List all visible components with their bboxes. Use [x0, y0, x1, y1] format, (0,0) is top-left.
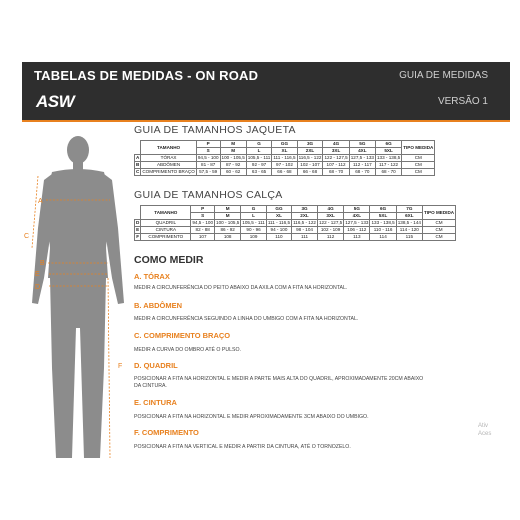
row-letter: F — [136, 234, 140, 239]
value-cell: 94 - 100 — [266, 227, 291, 234]
value-cell: 127,5 - 133 — [345, 220, 369, 225]
table-row — [135, 234, 456, 241]
measure-desc-quadril: POSICIONAR A FITA NA HORIZONTAL E MEDIR A PARTE MAIS ALTA DO QUADRIL, APROXIMADAMENTE 20CM ABAIXO DA CINTURA. — [134, 376, 424, 389]
label-a: A — [38, 198, 43, 205]
table-row — [135, 169, 435, 176]
size-intl-cell: 2XL — [292, 213, 318, 220]
row-letter: D — [136, 220, 140, 225]
type-header-cell: TIPO MEDIDA — [402, 141, 435, 155]
size-br-cell: M — [215, 206, 241, 213]
version-label: VERSÃO 1 — [437, 96, 488, 107]
accent-divider — [22, 120, 510, 122]
value-cell: 122 - 127,5 — [318, 220, 343, 225]
value-cell: 106 - 112 — [344, 227, 370, 234]
pants-size-table — [134, 205, 456, 241]
value-cell: 111 — [292, 234, 318, 241]
value-cell: 116,5 - 122 — [298, 155, 322, 160]
size-br-cell: 7G — [396, 206, 422, 213]
value-cell: 94,5 - 100 — [197, 155, 219, 160]
size-intl-cell: M — [220, 148, 246, 155]
value-cell: 133 - 138,5 — [371, 220, 395, 225]
size-br-cell: 3G — [292, 206, 318, 213]
type-header-cell: TIPO MEDIDA — [422, 206, 455, 220]
size-guide-page — [22, 62, 510, 470]
unit-cell: CM — [402, 155, 435, 162]
value-cell: 100 - 105,5 — [221, 155, 245, 160]
value-cell: 63 - 65 — [246, 169, 272, 176]
size-br-cell: M — [220, 141, 246, 148]
size-br-cell: 4G — [323, 141, 349, 148]
value-cell: 114 — [370, 234, 396, 241]
value-cell: 112 — [317, 234, 343, 241]
table-row — [135, 155, 435, 162]
value-cell: 110 - 116 — [370, 227, 396, 234]
value-cell: 60 - 62 — [220, 169, 246, 176]
value-cell: 57,5 - 59 — [196, 169, 220, 176]
size-intl-cell: L — [241, 213, 267, 220]
row-name: TÓRAX — [141, 155, 197, 162]
value-cell: 94,5 - 100 — [192, 220, 214, 225]
value-cell: 86 - 92 — [215, 227, 241, 234]
measure-desc-comprimento: POSICIONAR A FITA NA VERTICAL E MEDIR A PARTIR DA CINTURA, ATÉ O TORNOZELO. — [134, 444, 351, 450]
size-br-cell: P — [191, 206, 215, 213]
table-row — [135, 220, 456, 227]
label-c: C — [24, 233, 30, 240]
jacket-size-table — [134, 140, 435, 176]
size-br-cell: G — [246, 141, 272, 148]
value-cell: 92 - 97 — [246, 162, 272, 169]
size-intl-cell: 4XL — [344, 213, 370, 220]
row-letter: B — [136, 162, 140, 167]
value-cell: 133 - 138,5 — [376, 155, 401, 160]
size-intl-cell: XL — [272, 148, 297, 155]
row-name: ABDÔMEN — [141, 162, 197, 169]
value-cell: 111 - 116,5 — [267, 220, 291, 225]
header-banner — [22, 62, 510, 120]
measure-title-braco: C. COMPRIMENTO BRAÇO — [134, 331, 231, 340]
value-cell: 109 — [241, 234, 267, 241]
measure-title-cintura: E. CINTURA — [134, 398, 177, 407]
label-d: D — [35, 284, 41, 291]
label-e: E — [35, 271, 40, 278]
size-intl-cell: 3XL — [317, 213, 343, 220]
measure-desc-torax: MEDIR A CIRCUNFERÊNCIA DO PEITO ABAIXO DA AXILA COM A FITA NA HORIZONTAL. — [134, 285, 348, 291]
size-intl-cell: L — [246, 148, 272, 155]
value-cell: 97 - 102 — [272, 162, 297, 169]
header-subtitle: GUIA DE MEDIDAS — [399, 70, 488, 81]
unit-cell: CM — [422, 227, 455, 234]
value-cell: 127,5 - 133 — [350, 155, 374, 160]
value-cell: 102 - 107 — [297, 162, 323, 169]
size-intl-cell: 3XL — [323, 148, 349, 155]
page-title: TABELAS DE MEDIDAS - ON ROAD — [34, 68, 259, 83]
value-cell: 82 - 88 — [191, 227, 215, 234]
pants-section-title: GUIA DE TAMANHOS CALÇA — [134, 189, 283, 201]
size-br-cell: 5G — [349, 141, 375, 148]
value-cell: 81 - 87 — [196, 162, 220, 169]
size-br-cell: 5G — [344, 206, 370, 213]
table-header-row — [135, 206, 456, 213]
size-br-cell: G — [241, 206, 267, 213]
size-header-cell: TAMANHO — [141, 206, 191, 220]
unit-cell: CM — [422, 234, 455, 241]
side-note-line-1: Ativ — [478, 423, 489, 429]
row-letter: C — [136, 169, 140, 174]
size-intl-cell: XL — [266, 213, 291, 220]
row-letter: A — [136, 155, 140, 160]
size-br-cell: 6G — [370, 206, 396, 213]
body-silhouette-figure — [22, 128, 134, 470]
size-intl-cell: 2XL — [297, 148, 323, 155]
measure-title-comprimento: F. COMPRIMENTO — [134, 428, 199, 437]
value-cell: 105,5 - 111 — [247, 155, 271, 160]
unit-cell: CM — [422, 220, 455, 227]
value-cell: 107 — [191, 234, 215, 241]
value-cell: 108 — [215, 234, 241, 241]
measure-title-quadril: D. QUADRIL — [134, 361, 178, 370]
value-cell: 117 - 122 — [375, 162, 401, 169]
size-intl-cell: 4XL — [349, 148, 375, 155]
unit-cell: CM — [402, 169, 435, 176]
value-cell: 68 - 70 — [323, 169, 349, 176]
value-cell: 66 - 68 — [297, 169, 323, 176]
label-b: B — [40, 260, 45, 267]
size-intl-cell: 6XL — [396, 213, 422, 220]
value-cell: 107 - 112 — [323, 162, 349, 169]
size-br-cell: 3G — [297, 141, 323, 148]
value-cell: 138,5 - 144 — [397, 220, 421, 225]
measure-desc-braco: MEDIR A CURVA DO OMBRO ATÉ O PULSO. — [134, 347, 241, 353]
unit-cell: CM — [402, 162, 435, 169]
label-f: F — [118, 363, 123, 370]
value-cell: 87 - 92 — [220, 162, 246, 169]
row-name: CINTURA — [141, 227, 191, 234]
row-name: COMPRIMENTO — [141, 234, 191, 241]
size-br-cell: 4G — [317, 206, 343, 213]
value-cell: 68 - 70 — [349, 169, 375, 176]
size-header-cell: TAMANHO — [141, 141, 197, 155]
table-row — [135, 227, 456, 234]
size-intl-cell: 5XL — [375, 148, 401, 155]
size-br-cell: GG — [266, 206, 291, 213]
size-intl-cell: S — [196, 148, 220, 155]
silhouette — [32, 136, 124, 458]
value-cell: 100 - 105,5 — [216, 220, 240, 225]
value-cell: 105,5 - 111 — [242, 220, 265, 225]
value-cell: 102 - 109 — [317, 227, 343, 234]
table-header-row — [135, 141, 435, 148]
measure-desc-abdomen: MEDIR A CIRCUNFERÊNCIA SEGUINDO A LINHA DO UMBIGO COM A FITA NA HORIZONTAL. — [134, 316, 359, 322]
value-cell: 113 — [344, 234, 370, 241]
value-cell: 114 - 120 — [396, 227, 422, 234]
value-cell: 116,5 - 122 — [293, 220, 316, 225]
value-cell: 112 - 117 — [349, 162, 375, 169]
value-cell: 115 — [396, 234, 422, 241]
size-br-cell: GG — [272, 141, 297, 148]
value-cell: 66 - 68 — [272, 169, 297, 176]
row-letter: E — [136, 227, 140, 232]
jacket-section-title: GUIA DE TAMANHOS JAQUETA — [134, 124, 296, 136]
size-br-cell: 6G — [375, 141, 401, 148]
measure-title-torax: A. TÓRAX — [134, 272, 170, 281]
measure-title-abdomen: B. ABDÔMEN — [134, 301, 183, 310]
size-intl-cell: 5XL — [370, 213, 396, 220]
value-cell: 111 - 116,5 — [273, 155, 296, 160]
row-name: COMPRIMENTO BRAÇO — [142, 169, 195, 174]
value-cell: 122 - 127,5 — [324, 155, 348, 160]
value-cell: 98 - 104 — [292, 227, 318, 234]
size-intl-cell: S — [191, 213, 215, 220]
value-cell: 90 - 96 — [241, 227, 267, 234]
how-to-measure-title: COMO MEDIR — [134, 254, 204, 266]
size-br-cell: P — [196, 141, 220, 148]
side-note — [478, 422, 491, 438]
value-cell: 110 — [266, 234, 291, 241]
size-intl-cell: M — [215, 213, 241, 220]
side-note-line-2: Aces — [478, 431, 492, 437]
brand-logo: ASW — [36, 92, 75, 111]
row-name: QUADRIL — [141, 220, 191, 227]
measure-desc-cintura: POSICIONAR A FITA NA HORIZONTAL E MEDIR APROXIMADAMENTE 3CM ABAIXO DO UMBIGO. — [134, 414, 369, 420]
value-cell: 68 - 70 — [375, 169, 401, 176]
table-row — [135, 162, 435, 169]
